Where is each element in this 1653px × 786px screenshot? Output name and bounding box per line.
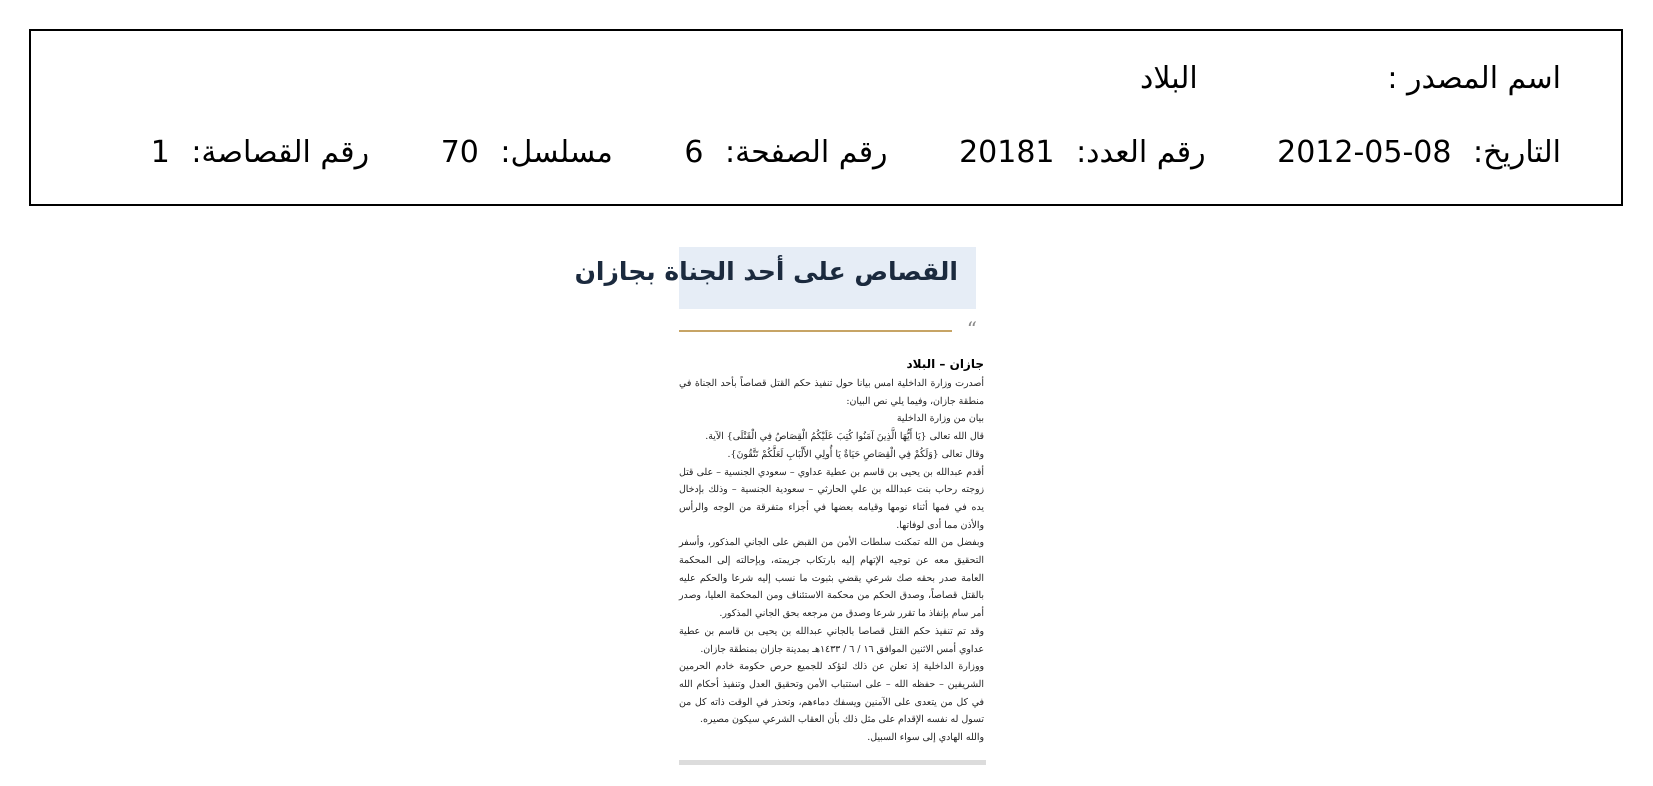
- date-label: التاريخ:: [1473, 135, 1561, 170]
- clip-number-label: رقم القصاصة:: [191, 135, 370, 170]
- article-paragraph: وبفضل من الله تمكنت سلطات الأمن من القبض على الجاني المذكور، وأسفر التحقيق معه عن توجيه الإتهام إليه بارتكاب جريمته، وبإحالته إلى المحكمة العامة صدر بحقه صك شرعي يقضي بثبوت ما نسب إليه شرعا والحكم عليه بالقتل قصاصاً، وصدق الحكم من محكمة الاستئناف ومن المحكمة العليا، وصدر أمر سام بإنفاذ ما تقرر شرعا وصدق من مرجعه بحق الجاني المذكور.: [679, 537, 984, 620]
- date-field: [1277, 131, 1561, 175]
- issue-field: [959, 131, 1205, 175]
- newspaper-clipping: [574, 247, 986, 765]
- date-value: 2012-05-08: [1277, 135, 1452, 170]
- article-paragraph: أصدرت وزارة الداخلية امس بيانا حول تنفيذ حكم القتل قصاصاً بأحد الجناة في منطقة جازان، وفيما يلي نص البيان:: [679, 378, 984, 407]
- page-label: رقم الصفحة:: [724, 135, 888, 170]
- quote-mark-icon: “: [966, 317, 977, 341]
- clipping-bottom-edge: [679, 760, 986, 765]
- issue-label: رقم العدد:: [1076, 135, 1206, 170]
- source-value: البلاد: [1139, 61, 1198, 96]
- source-label: اسم المصدر :: [1387, 61, 1561, 96]
- quote-divider: [679, 330, 952, 332]
- clip-number-value: 1: [150, 135, 170, 170]
- serial-label: مسلسل:: [500, 135, 613, 170]
- article-body: [679, 375, 984, 747]
- issue-value: 20181: [959, 135, 1055, 170]
- clip-number-field: [151, 131, 369, 175]
- metadata-row-details: [89, 131, 1561, 175]
- metadata-row-source: [1140, 57, 1561, 101]
- page-field: [684, 131, 887, 175]
- article-paragraph: والله الهادي إلى سواء السبيل.: [867, 732, 984, 744]
- article-headline: القصاص على أحد الجناة بجازان: [574, 257, 958, 286]
- article-dateline: جازان – البلاد: [906, 357, 984, 371]
- article-paragraph: أقدم عبدالله بن يحيى بن قاسم بن عطية عداوي – سعودي الجنسية – على قتل زوجته رحاب بنت عبدالله بن علي الحارثي – سعودية الجنسية – وذلك بإدخال يده في فمها أثناء نومها وقيامه بعضها في أجزاء متفرقة من الوجه والرأس والأذن مما أدى لوفاتها.: [679, 466, 984, 531]
- source-field: [1140, 57, 1561, 101]
- headline-banner: [574, 247, 976, 309]
- clipping-metadata-box: [29, 29, 1623, 206]
- article-paragraph: وقد تم تنفيذ حكم القتل قصاصا بالجاني عبدالله بن يحيى بن قاسم بن عطية عداوي أمس الاثنين الموافق ١٦ / ٦ / ١٤٣٣هـ بمدينة جازان بمنطقة جازان.: [679, 625, 984, 655]
- article-paragraph: قال الله تعالى {يَا أَيُّهَا الَّذِينَ آمَنُوا كُتِبَ عَلَيْكُمُ الْقِصَاصُ فِي الْقَتْلَى} الآية.: [705, 431, 984, 443]
- article-paragraph: بيان من وزارة الداخلية: [896, 413, 984, 425]
- page-value: 6: [684, 135, 704, 170]
- serial-field: [441, 131, 613, 175]
- article-paragraph: ووزارة الداخلية إذ تعلن عن ذلك لتؤكد للجميع حرص حكومة خادم الحرمين الشريفين – حفظه الله – على استتباب الأمن وتحقيق العدل وتنفيذ أحكام الله في كل من يتعدى على الآمنين ويسفك دماءهم، وتحذر في الوقت ذاته كل من تسول له نفسه الإقدام على مثل ذلك بأن العقاب الشرعي سيكون مصيره.: [679, 661, 984, 726]
- serial-value: 70: [440, 135, 479, 170]
- article-paragraph: وقال تعالى {وَلَكُمْ فِي الْقِصَاصِ حَيَاةٌ يَا أُولِي الأَلْبَابِ لَعَلَّكُمْ تَتَّقُونَ}.: [727, 448, 984, 460]
